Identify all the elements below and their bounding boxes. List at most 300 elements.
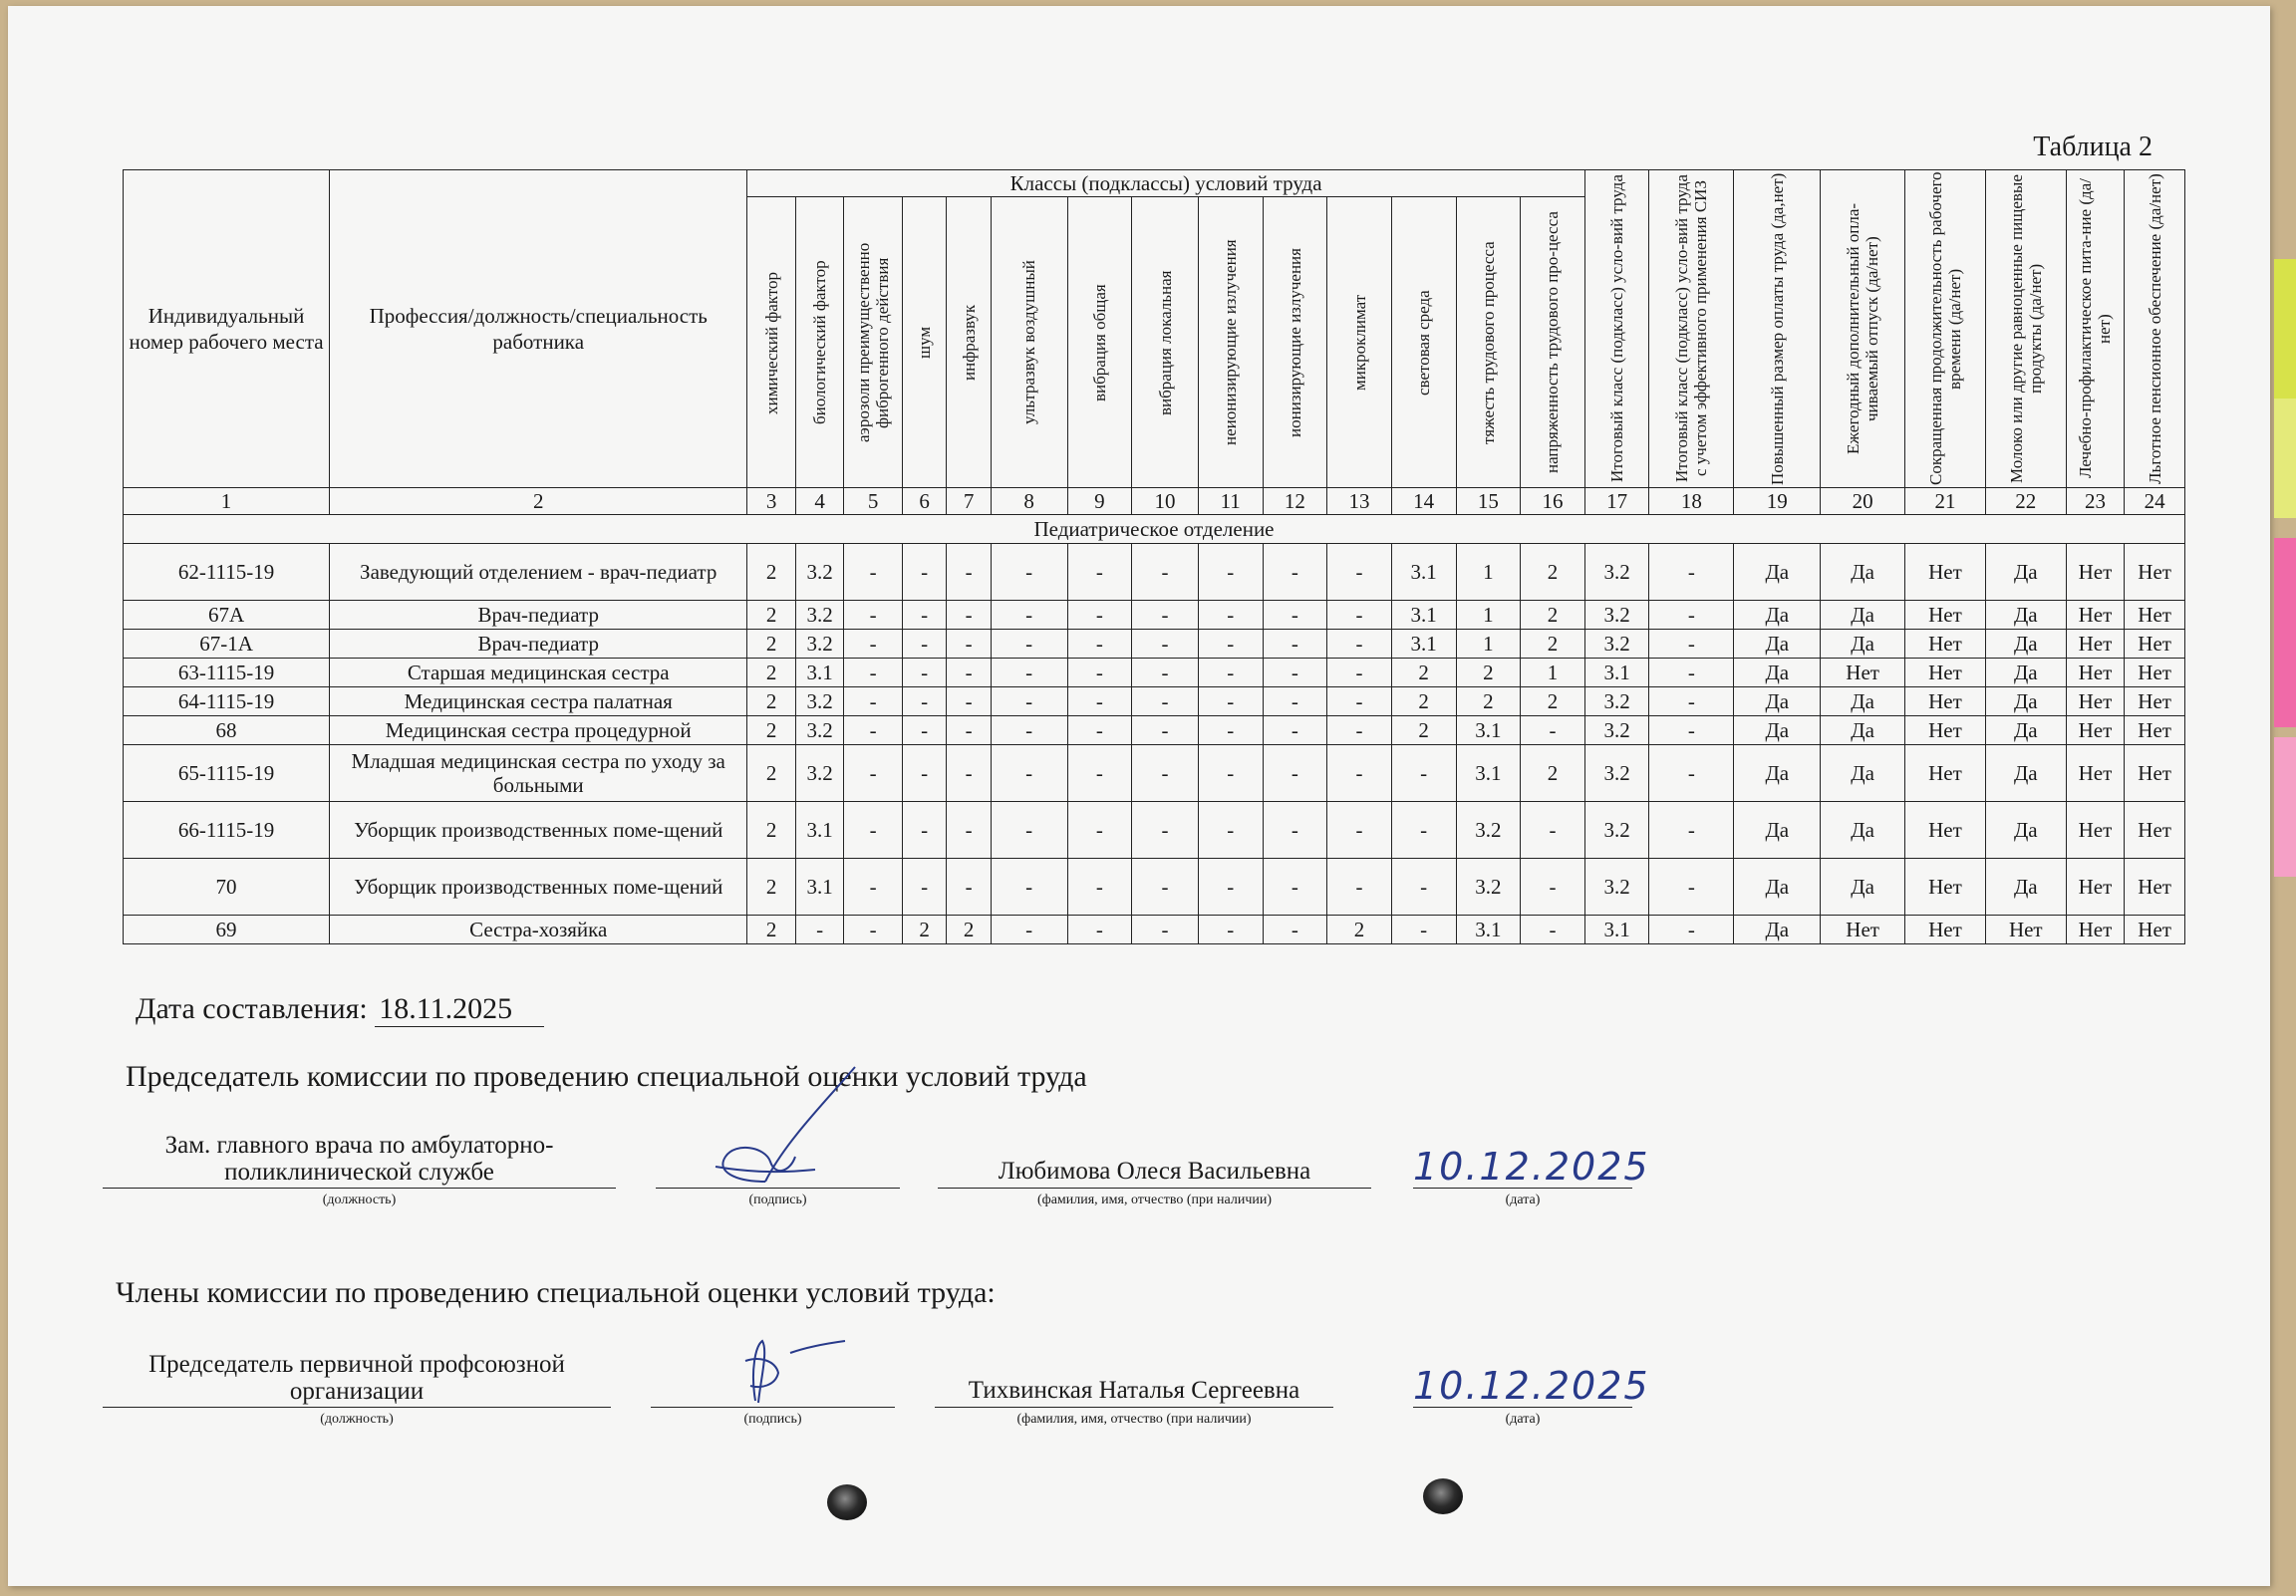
header-extra-col [1985,170,2066,488]
class-value: 3.1 [1391,630,1456,659]
class-value: 3.2 [795,716,843,745]
class-value: 2 [747,916,795,944]
class-value: - [1132,745,1199,802]
header-factor-col [1198,197,1263,488]
column-number: 2 [330,488,747,515]
class-value: - [1067,544,1132,601]
chair-position: Зам. главного врача по амбулаторно-поликлинической службе [164,1132,554,1186]
class-value: 2 [1521,544,1585,601]
class-value: Нет [1905,859,1986,916]
class-value: - [1263,859,1327,916]
header-extra-col [1905,170,1986,488]
class-value: 2 [747,687,795,716]
class-value: Нет [1905,716,1986,745]
class-value: - [947,687,991,716]
class-value: - [1132,601,1199,630]
chair-name-field [938,1132,1371,1208]
column-number: 7 [947,488,991,515]
header-factor-col [795,197,843,488]
column-number: 6 [902,488,946,515]
header-extra-label: Ежегодный дополнительный опла-чиваемый отпуск (да/нет) [1844,202,1882,455]
sticky-tab-yellow-2 [2274,399,2296,518]
header-extra-label: Повышенный размер оплаты труда (да,нет) [1767,172,1787,485]
header-extra-col [1734,170,1821,488]
column-number: 5 [844,488,903,515]
class-value: Нет [2066,745,2125,802]
class-value: - [902,859,946,916]
chair-date: 10.12.2025 [1413,1145,1650,1189]
class-value: Нет [2125,659,2185,687]
chair-heading: Председатель комиссии по проведению специальной оценки условий труда [126,1060,1087,1093]
header-extra-col [1821,170,1905,488]
header-factor-col [1132,197,1199,488]
profession: Врач-педиатр [330,630,747,659]
table-row [124,916,2185,944]
workplace-number: 69 [124,916,330,944]
working-conditions-table [123,169,2185,944]
class-value: - [1521,716,1585,745]
class-value: - [795,916,843,944]
workplace-number: 64-1115-19 [124,687,330,716]
class-value: 3.1 [795,659,843,687]
class-value: 3.1 [1584,659,1649,687]
table-row [124,601,2185,630]
class-value: - [1263,687,1327,716]
column-number: 19 [1734,488,1821,515]
class-value: Нет [2125,544,2185,601]
class-value: - [1327,630,1392,659]
column-number: 20 [1821,488,1905,515]
column-number: 15 [1456,488,1521,515]
header-extra-label: Итоговый класс (подкласс) усло-вий труда с учетом эффективного применения СИЗ [1672,174,1711,483]
class-value: Нет [2125,916,2185,944]
members-heading: Члены комиссии по проведению специальной оценки условий труда: [116,1276,996,1309]
class-value: - [947,716,991,745]
class-value: Да [1734,659,1821,687]
class-value: - [991,630,1067,659]
class-value: - [844,745,903,802]
class-value: - [1391,745,1456,802]
class-value: 2 [747,659,795,687]
column-number: 3 [747,488,795,515]
class-value: - [1067,916,1132,944]
class-value: - [1327,687,1392,716]
class-value: - [1649,916,1734,944]
chair-position-field [103,1132,616,1208]
column-number: 9 [1067,488,1132,515]
class-value: 3.2 [795,745,843,802]
class-value: 3.2 [1584,859,1649,916]
class-value: Да [1985,659,2066,687]
workplace-number: 70 [124,859,330,916]
class-value: - [1649,659,1734,687]
class-value: 2 [747,716,795,745]
caption-signature-2: (подпись) [743,1412,802,1427]
class-value: 3.2 [795,544,843,601]
class-value: - [1067,659,1132,687]
header-extra-label: Лечебно-профилактическое пита-ние (да/нет) [2076,178,2115,479]
class-value: 3.2 [1584,745,1649,802]
class-value: - [1198,544,1263,601]
class-value: 3.1 [1456,745,1521,802]
class-value: - [1132,802,1199,859]
table-row [124,745,2185,802]
workplace-number: 62-1115-19 [124,544,330,601]
class-value: 2 [747,601,795,630]
class-value: - [1391,802,1456,859]
class-value: Да [1985,745,2066,802]
class-value: Нет [2125,745,2185,802]
class-value: - [1263,544,1327,601]
class-value: - [1198,916,1263,944]
profession: Сестра-хозяйка [330,916,747,944]
class-value: Да [1734,745,1821,802]
header-factor-col [747,197,795,488]
class-value: - [947,544,991,601]
class-value: - [1263,745,1327,802]
header-extra-col [2066,170,2125,488]
class-value: 2 [902,916,946,944]
class-value: Нет [1905,544,1986,601]
class-value: - [902,716,946,745]
class-value: - [1198,659,1263,687]
class-value: - [844,687,903,716]
class-value: 2 [1391,716,1456,745]
header-factor-label: вибрация общая [1089,283,1109,401]
member-signature-field [651,1351,895,1428]
class-value: - [1263,802,1327,859]
class-value: - [1263,916,1327,944]
header-factor-label: микроклимат [1349,294,1369,391]
header-factor-col [1521,197,1585,488]
class-value: 3.1 [795,859,843,916]
header-factor-col [844,197,903,488]
class-value: Да [1821,601,1905,630]
class-value: - [991,601,1067,630]
class-value: Да [1985,859,2066,916]
class-value: - [947,859,991,916]
class-value: - [991,687,1067,716]
class-value: 3.1 [1391,544,1456,601]
class-value: - [1649,687,1734,716]
date-value: 18.11.2025 [375,992,544,1027]
header-factor-label: вибрация локальная [1155,269,1175,415]
class-value: Нет [2066,802,2125,859]
caption-date-2: (дата) [1505,1412,1541,1427]
workplace-number: 67А [124,601,330,630]
class-value: Нет [2066,544,2125,601]
class-value: - [1198,745,1263,802]
class-value: - [1198,716,1263,745]
profession: Уборщик производственных поме-щений [330,802,747,859]
class-value: Нет [1821,659,1905,687]
class-value: Нет [1905,687,1986,716]
member-date-field [1413,1351,1650,1428]
header-extra-label: Молоко или другие равноценные пищевые продукты (да/нет) [2006,174,2045,483]
header-factor-col [1067,197,1132,488]
class-value: - [844,601,903,630]
table-row [124,544,2185,601]
profession: Старшая медицинская сестра [330,659,747,687]
class-value: - [1521,859,1585,916]
workplace-number: 67-1А [124,630,330,659]
class-value: - [947,802,991,859]
header-factor-col [1456,197,1521,488]
class-value: - [1132,687,1199,716]
class-value: - [1067,716,1132,745]
class-value: - [1132,544,1199,601]
class-value: 3.2 [1584,802,1649,859]
class-value: 2 [747,745,795,802]
member-name-field [935,1351,1333,1428]
class-value: 2 [747,544,795,601]
class-value: - [1649,859,1734,916]
class-value: Да [1734,601,1821,630]
header-factor-label: неионизирующие излучения [1221,239,1241,445]
class-value: 1 [1456,544,1521,601]
column-number: 10 [1132,488,1199,515]
class-value: Да [1734,802,1821,859]
class-value: - [1649,802,1734,859]
class-value: - [1198,601,1263,630]
column-number: 14 [1391,488,1456,515]
class-value: Нет [1905,601,1986,630]
header-factor-label: ультразвук воздушный [1019,260,1039,424]
class-value: Нет [2125,802,2185,859]
class-value: Да [1821,544,1905,601]
member-position-field [103,1351,611,1428]
class-value: Да [1734,859,1821,916]
header-factor-label: ионизирующие излучения [1285,247,1304,437]
header-classes-group: Классы (подклассы) условий труда [747,170,1584,197]
class-value: Да [1821,859,1905,916]
class-value: Да [1821,687,1905,716]
class-value: 3.2 [1584,601,1649,630]
class-value: 3.2 [795,687,843,716]
header-factor-col [1391,197,1456,488]
class-value: Да [1985,630,2066,659]
header-factor-label: химический фактор [761,270,781,414]
class-value: - [991,716,1067,745]
class-value: 1 [1521,659,1585,687]
profession: Медицинская сестра процедурной [330,716,747,745]
class-value: - [1067,859,1132,916]
member-date: 10.12.2025 [1413,1364,1650,1408]
class-value: - [1327,544,1392,601]
class-value: - [1198,687,1263,716]
column-number: 16 [1521,488,1585,515]
class-value: Нет [1905,630,1986,659]
class-value: - [1067,802,1132,859]
class-value: Да [1734,716,1821,745]
class-value: - [1067,601,1132,630]
table-row [124,630,2185,659]
header-factor-col [991,197,1067,488]
header-factor-col [947,197,991,488]
header-factor-col [1327,197,1392,488]
class-value: 3.1 [795,802,843,859]
profession: Уборщик производственных поме-щений [330,859,747,916]
class-value: - [1649,601,1734,630]
class-value: - [1198,802,1263,859]
class-value: Нет [2066,716,2125,745]
class-value: - [902,601,946,630]
class-value: - [991,745,1067,802]
header-extra-col [1584,170,1649,488]
table-row [124,659,2185,687]
class-value: Нет [2125,716,2185,745]
profession: Младшая медицинская сестра по уходу за больными [330,745,747,802]
class-value: - [1391,916,1456,944]
class-value: - [1198,859,1263,916]
header-factor-col [902,197,946,488]
header-extra-col [1649,170,1734,488]
class-value: 3.2 [1584,687,1649,716]
class-value: Нет [1905,802,1986,859]
caption-name-2: (фамилия, имя, отчество (при наличии) [1016,1412,1252,1427]
class-value: - [844,630,903,659]
class-value: - [1649,716,1734,745]
table-row [124,859,2185,916]
column-number: 22 [1985,488,2066,515]
class-value: 3.1 [1456,716,1521,745]
class-value: - [1521,802,1585,859]
class-value: Да [1821,745,1905,802]
class-value: Да [1985,802,2066,859]
class-value: Да [1734,630,1821,659]
class-value: 3.2 [1456,859,1521,916]
chair-signature-field [656,1132,900,1208]
header-factor-label: инфразвук [959,304,979,381]
class-value: 2 [1521,630,1585,659]
class-value: - [991,544,1067,601]
header-workplace-number: Индивидуальный номер рабочего места [124,170,330,488]
class-value: - [1263,630,1327,659]
class-value: 2 [747,630,795,659]
class-value: Нет [2066,601,2125,630]
class-value: - [902,630,946,659]
header-extra-label: Льготное пенсионное обеспечение (да/нет) [2145,173,2164,484]
column-number: 12 [1263,488,1327,515]
header-extra-label: Сокращенная продолжительность рабочего времени (да/нет) [1925,171,1964,486]
class-value: Да [1985,601,2066,630]
class-value: - [1132,916,1199,944]
header-extra-col [2125,170,2185,488]
class-value: - [1132,659,1199,687]
caption-name: (фамилия, имя, отчество (при наличии) [1036,1193,1273,1207]
header-factor-col [1263,197,1327,488]
class-value: Нет [2066,859,2125,916]
section-title: Педиатрическое отделение [124,515,2185,544]
column-number: 4 [795,488,843,515]
member-position: Председатель первичной профсоюзной организации [148,1351,565,1405]
class-value: 2 [747,859,795,916]
table-row [124,802,2185,859]
sticky-tab-pink-2 [2274,737,2296,877]
sticky-tab-pink [2274,538,2296,727]
caption-signature: (подпись) [748,1193,807,1207]
header-factor-label: тяжесть трудового процесса [1478,240,1498,444]
chair-date-field [1413,1132,1650,1208]
class-value: 2 [1521,601,1585,630]
class-value: - [1391,859,1456,916]
table-label: Таблица 2 [2033,132,2152,162]
class-value: Да [1821,802,1905,859]
class-value: - [991,916,1067,944]
class-value: 3.2 [1456,802,1521,859]
class-value: - [1132,859,1199,916]
class-value: Нет [1905,659,1986,687]
class-value: - [1067,687,1132,716]
class-value: Нет [1821,916,1905,944]
class-value: Нет [2125,859,2185,916]
class-value: - [1521,916,1585,944]
class-value: 2 [1521,687,1585,716]
class-value: - [947,601,991,630]
class-value: - [1327,745,1392,802]
class-value: 2 [747,802,795,859]
table-row [124,687,2185,716]
column-number: 1 [124,488,330,515]
class-value: 2 [1327,916,1392,944]
header-factor-label: биологический фактор [810,260,830,424]
table-row [124,716,2185,745]
header-profession: Профессия/должность/специальность работника [330,170,747,488]
class-value: - [844,544,903,601]
member-signature-block [103,1351,1650,1461]
date-label: Дата составления: [136,992,368,1025]
header-extra-label: Итоговый класс (подкласс) усло-вий труда [1607,174,1627,483]
class-value: Нет [1985,916,2066,944]
header-factor-label: напряженность трудового про-цесса [1543,211,1563,473]
class-value: 2 [1456,659,1521,687]
punch-hole-left [827,1484,867,1520]
class-value: - [844,859,903,916]
chair-signature-block [103,1132,1650,1241]
class-value: Нет [2066,687,2125,716]
member-name: Тихвинская Наталья Сергеевна [968,1377,1300,1404]
class-value: Да [1734,544,1821,601]
class-value: - [902,544,946,601]
class-value: - [1263,659,1327,687]
class-value: - [991,802,1067,859]
caption-position: (должность) [322,1193,397,1207]
class-value: - [1067,745,1132,802]
workplace-number: 65-1115-19 [124,745,330,802]
class-value: - [1649,544,1734,601]
workplace-number: 66-1115-19 [124,802,330,859]
header-factor-label: аэрозоли преимущественно фиброгенного действия [854,242,893,442]
class-value: - [947,745,991,802]
column-number: 13 [1327,488,1392,515]
class-value: - [1132,716,1199,745]
sticky-tab-yellow [2274,259,2296,399]
class-value: Да [1985,716,2066,745]
class-value: 1 [1456,601,1521,630]
profession: Врач-педиатр [330,601,747,630]
caption-date: (дата) [1505,1193,1541,1207]
column-number: 18 [1649,488,1734,515]
class-value: Нет [2066,916,2125,944]
class-value: - [991,659,1067,687]
class-value: - [1327,659,1392,687]
class-value: Да [1821,630,1905,659]
class-value: Нет [2125,630,2185,659]
column-number: 17 [1584,488,1649,515]
class-value: Нет [2066,630,2125,659]
signature-mark [656,1062,900,1192]
class-value: 3.2 [1584,716,1649,745]
